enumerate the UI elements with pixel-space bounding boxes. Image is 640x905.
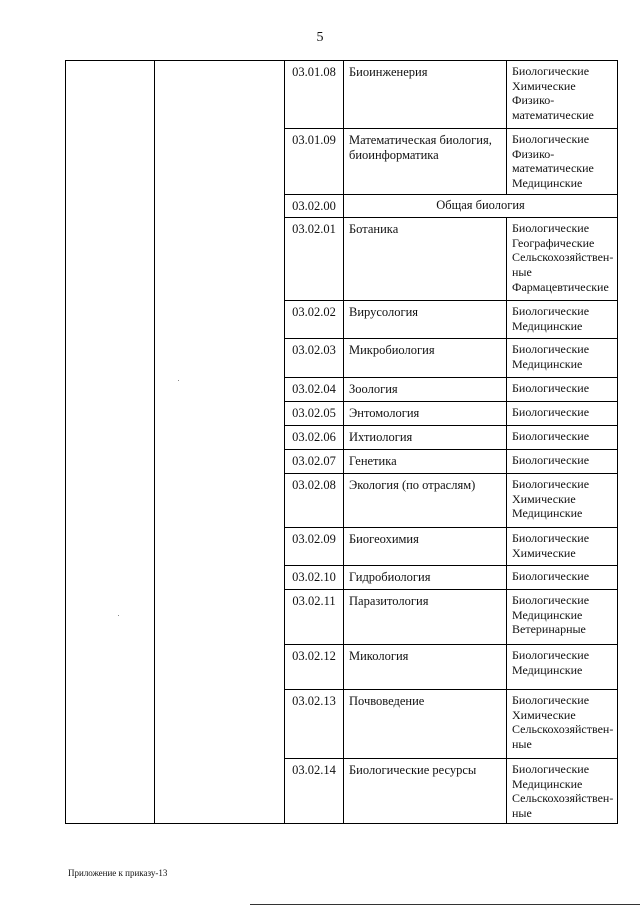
science-branch: Биологические [512, 648, 590, 662]
science-branch: ные [512, 806, 532, 821]
specialty-code: 03.02.07 [285, 450, 344, 474]
specialty-code: 03.02.13 [285, 690, 344, 759]
specialty-code: 03.02.05 [285, 402, 344, 426]
science-branch: Физико- [512, 146, 555, 161]
science-branch: Биологические [512, 477, 590, 491]
science-branch: Химические [512, 545, 576, 560]
specialty-code: 03.02.01 [285, 218, 344, 301]
science-branch: Биологические [512, 304, 590, 318]
science-branch: Биологические [512, 453, 590, 467]
science-branch: Биологические [512, 64, 590, 78]
specialty-code: 03.02.03 [285, 339, 344, 378]
science-branch: математические [512, 161, 594, 176]
specialty-name: Энтомология [344, 402, 507, 426]
specialty-code: 03.02.06 [285, 426, 344, 450]
science-branch: Медицинские [512, 176, 583, 191]
table-row [66, 61, 618, 129]
specialty-name: Биологические ресурсы [344, 759, 507, 824]
specialty-code: 03.02.14 [285, 759, 344, 824]
science-branch: Сельскохозяйствен- [512, 791, 614, 806]
science-branch: ные [512, 737, 532, 752]
science-branch: Химические [512, 491, 576, 506]
science-branch: Биологические [512, 569, 590, 583]
science-branch: Медицинские [512, 662, 583, 677]
group-heading: Общая биология [344, 195, 618, 218]
science-branch: Сельскохозяйствен- [512, 250, 614, 265]
specialty-name: Ихтиология [344, 426, 507, 450]
science-branches [507, 528, 618, 566]
science-branch: Биологические [512, 531, 590, 545]
science-branch: Фармацевтические [512, 279, 609, 294]
science-branches [507, 645, 618, 690]
specialty-name: Экология (по отраслям) [344, 474, 507, 528]
science-branches [507, 402, 618, 426]
specialty-code: 03.01.09 [285, 129, 344, 195]
science-branch: Географические [512, 235, 595, 250]
specialty-code: 03.02.09 [285, 528, 344, 566]
footer-note: Приложение к приказу-13 [68, 868, 168, 878]
science-branch: Физико- [512, 93, 555, 108]
science-branch: Биологические [512, 342, 590, 356]
science-branches [507, 61, 618, 129]
specialty-name: Паразитология [344, 590, 507, 645]
specialty-name: Биоинженерия [344, 61, 507, 129]
specialty-name: Микология [344, 645, 507, 690]
science-branch: Ветеринарные [512, 622, 586, 637]
science-branch: Биологические [512, 762, 590, 776]
science-branch: Биологические [512, 405, 590, 419]
science-branch: Биологические [512, 381, 590, 395]
science-branches [507, 759, 618, 824]
specialty-code: 03.02.10 [285, 566, 344, 590]
science-branch: Медицинские [512, 776, 583, 791]
specialty-code: 03.02.00 [285, 195, 344, 218]
science-branch: Химические [512, 707, 576, 722]
specialty-name: Ботаника [344, 218, 507, 301]
specialty-code: 03.02.02 [285, 301, 344, 339]
specialty-code: 03.01.08 [285, 61, 344, 129]
science-branch: Биологические [512, 593, 590, 607]
science-branch: Биологические [512, 132, 590, 146]
science-branches [507, 339, 618, 378]
science-branch: Медицинские [512, 318, 583, 333]
specialty-name: Гидробиология [344, 566, 507, 590]
specialty-code: 03.02.04 [285, 378, 344, 402]
science-branch: Сельскохозяйствен- [512, 722, 614, 737]
empty-column-1 [66, 61, 155, 824]
science-branches [507, 301, 618, 339]
specialty-name: Биогеохимия [344, 528, 507, 566]
science-branches [507, 474, 618, 528]
science-branch: Биологические [512, 221, 590, 235]
specialty-code: 03.02.08 [285, 474, 344, 528]
science-branches [507, 218, 618, 301]
scan-speck [178, 380, 179, 381]
specialty-name: Вирусология [344, 301, 507, 339]
science-branches [507, 129, 618, 195]
science-branch: Медицинские [512, 356, 583, 371]
science-branches [507, 590, 618, 645]
science-branches [507, 426, 618, 450]
specialty-name: Почвоведение [344, 690, 507, 759]
table-body [66, 61, 618, 824]
science-branch: Биологические [512, 693, 590, 707]
specialty-code: 03.02.11 [285, 590, 344, 645]
empty-column-2 [155, 61, 285, 824]
science-branches [507, 690, 618, 759]
science-branches [507, 450, 618, 474]
science-branch: Медицинские [512, 607, 583, 622]
specialty-name: Математическая биология, биоинформатика [344, 129, 507, 195]
science-branch: Химические [512, 78, 576, 93]
science-branch: Медицинские [512, 506, 583, 521]
specialty-name: Зоология [344, 378, 507, 402]
science-branch: математические [512, 108, 594, 123]
specialty-name: Микробиология [344, 339, 507, 378]
specialty-name: Генетика [344, 450, 507, 474]
science-branches [507, 566, 618, 590]
science-branch: ные [512, 265, 532, 280]
page-number: 5 [316, 30, 324, 45]
science-branch: Биологические [512, 429, 590, 443]
specialties-table [65, 60, 618, 824]
specialty-code: 03.02.12 [285, 645, 344, 690]
science-branches [507, 378, 618, 402]
scan-speck [118, 615, 119, 616]
